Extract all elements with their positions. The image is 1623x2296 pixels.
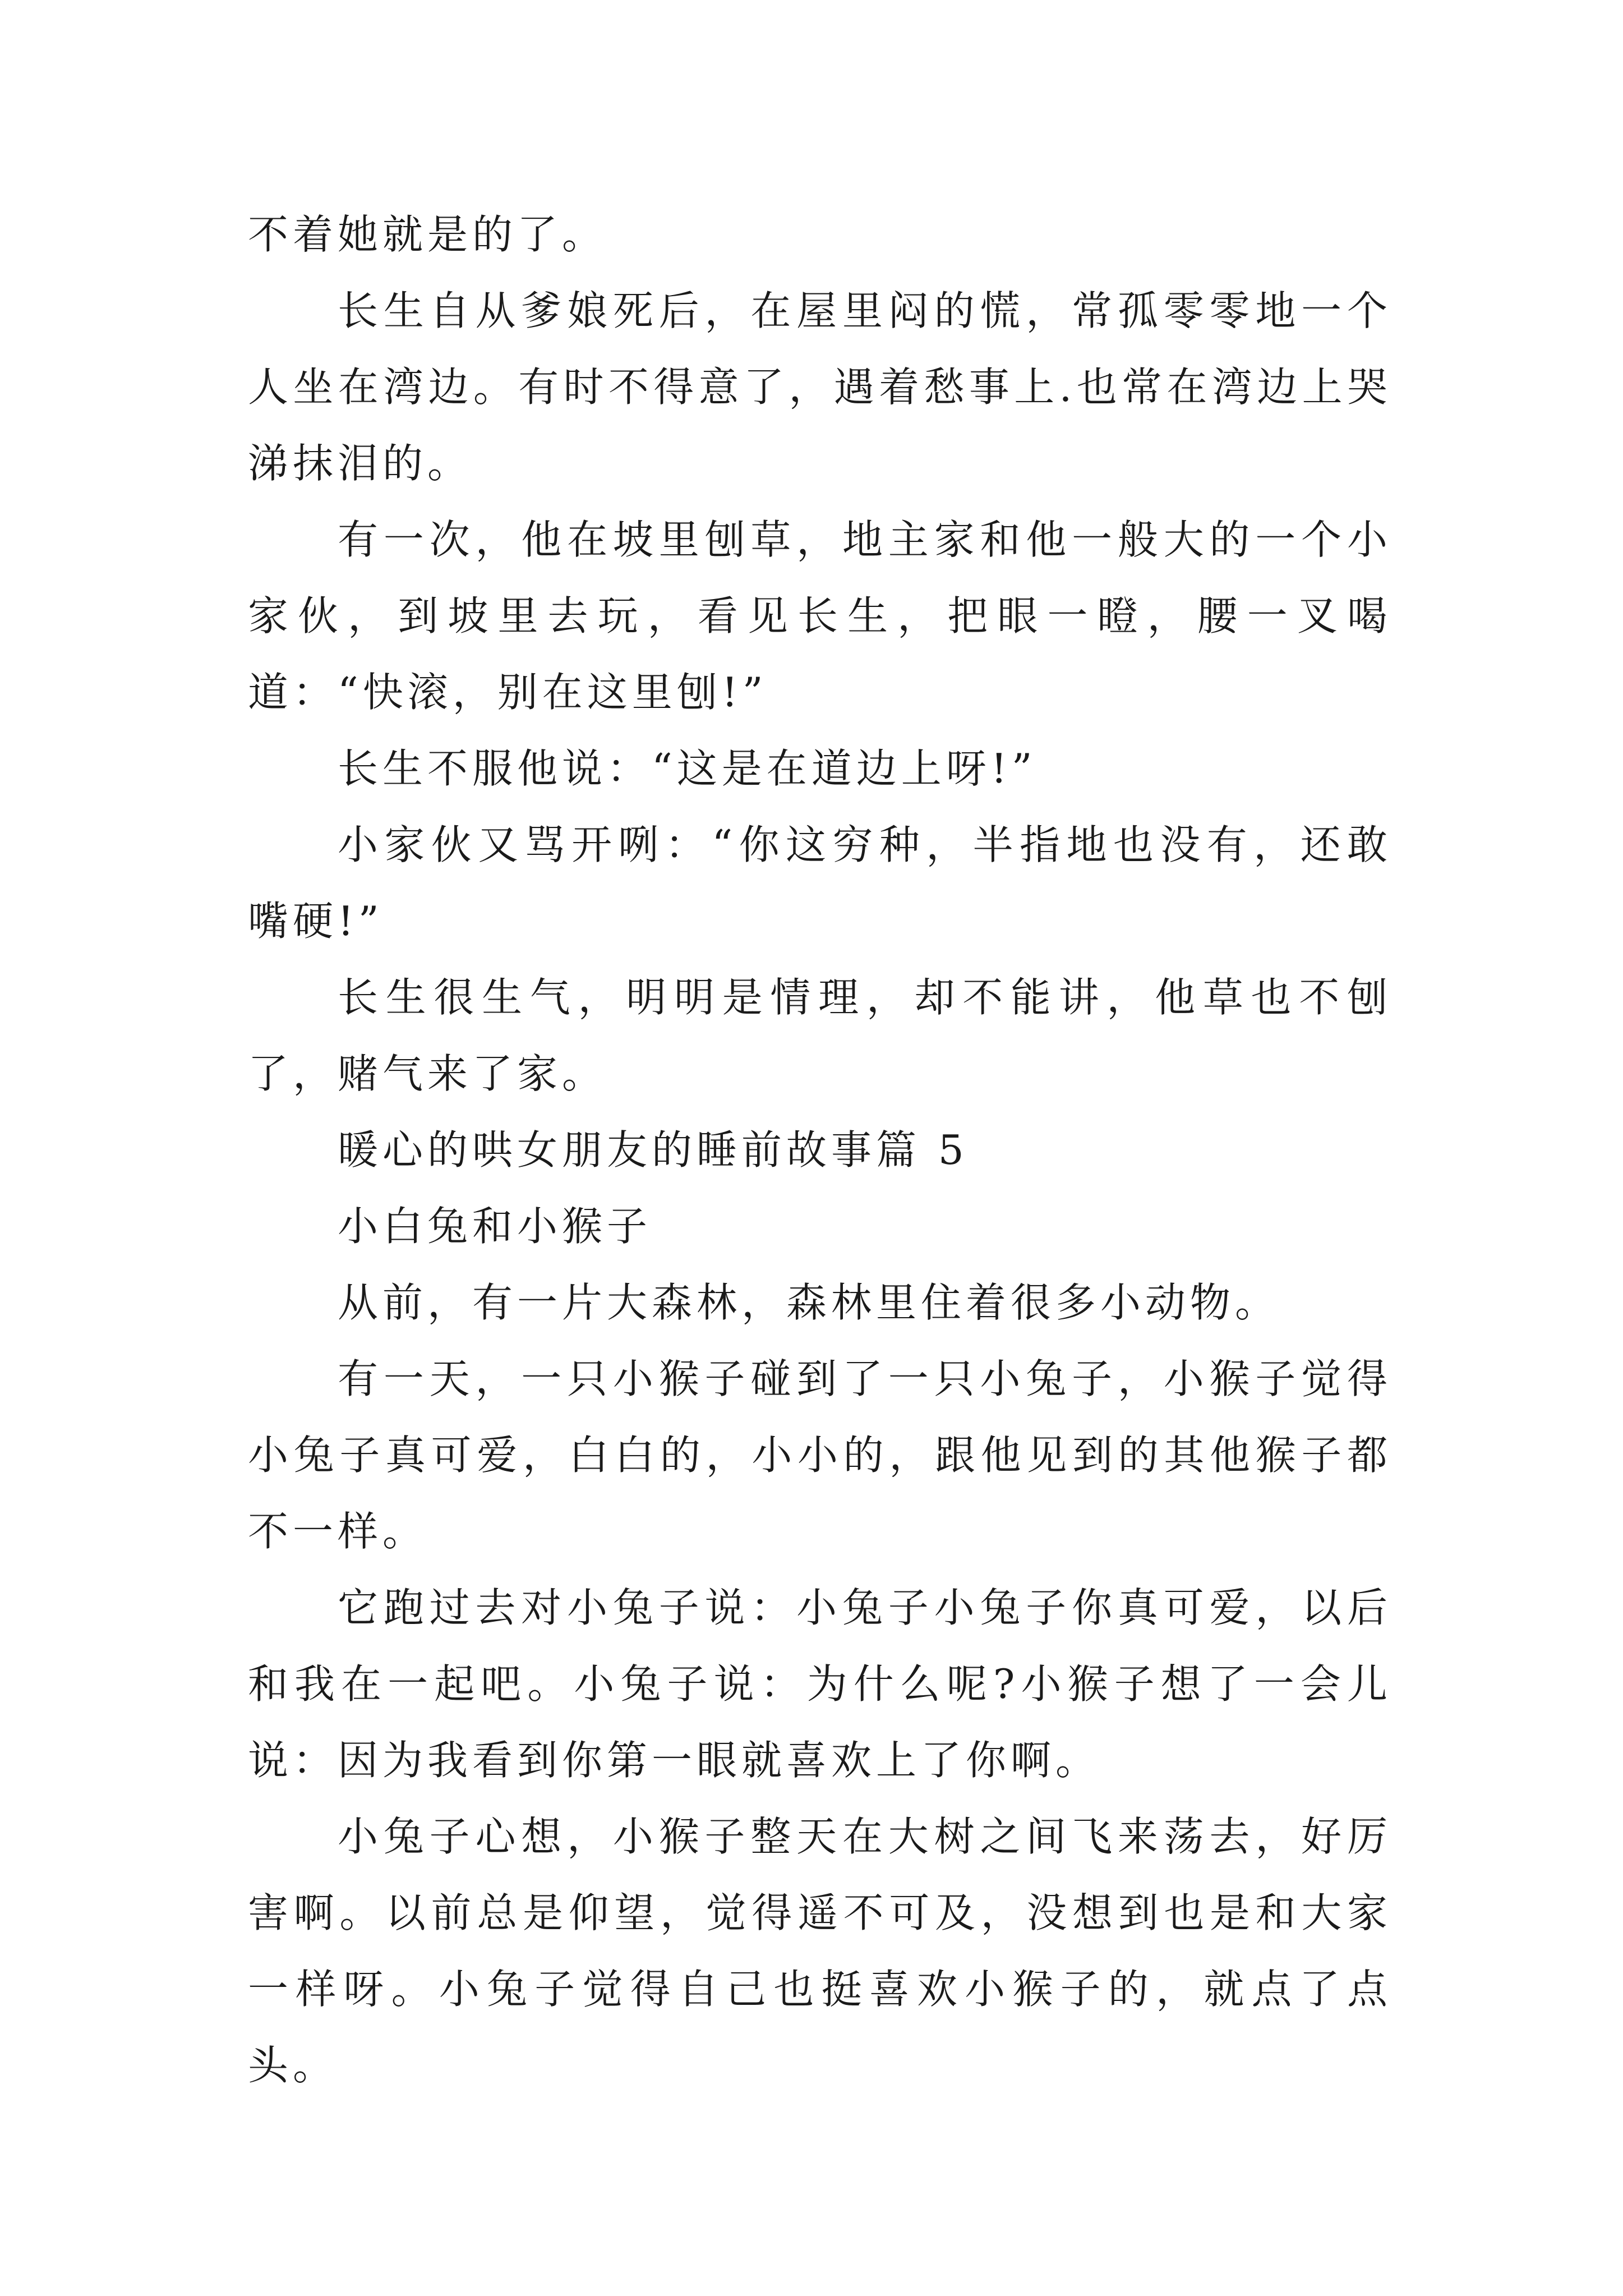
paragraph: 长生很生气，明明是情理，却不能讲，他草也不刨了，赌气来了家。: [248, 974, 1392, 1097]
story-title: 小白兔和小猴子: [338, 1203, 652, 1250]
paragraph: 小兔子心想，小猴子整天在大树之间飞来荡去，好厉害啊。以前总是仰望，觉得遥不可及，没想到也是和大家一样呀。小兔子觉得自己也挺喜欢小猴子的，就点了点头。: [248, 1813, 1392, 2089]
document-body: [248, 196, 1392, 2104]
paragraph: 它跑过去对小兔子说：小兔子小兔子你真可爱，以后和我在一起吧。小兔子说：为什么呢?小猴子想了一会儿说：因为我看到你第一眼就喜欢上了你啊。: [248, 1584, 1392, 1784]
paragraph: 长生不服他说：“这是在道边上呀!”: [338, 745, 1037, 792]
paragraph: 长生自从爹娘死后，在屋里闷的慌，常孤零零地一个人坐在湾边。有时不得意了，遇着愁事上.也常在湾边上哭涕抹泪的。: [248, 287, 1392, 487]
section-heading: 暖心的哄女朋友的睡前故事篇 5: [338, 1126, 969, 1174]
paragraph: 小家伙又骂开咧：“你这穷种，半指地也没有，还敢嘴硬!”: [248, 821, 1392, 945]
paragraph: 有一次，他在坡里刨草，地主家和他一般大的一个小家伙，到坡里去玩，看见长生，把眼一瞪，腰一叉喝道：“快滚，别在这里刨!”: [248, 516, 1392, 716]
paragraph: 从前，有一片大森林，森林里住着很多小动物。: [338, 1279, 1280, 1326]
paragraph: 有一天，一只小猴子碰到了一只小兔子，小猴子觉得小兔子真可爱，白白的，小小的，跟他见到的其他猴子都不一样。: [248, 1355, 1392, 1555]
paragraph-continued: 不着她就是的了。: [248, 211, 607, 258]
